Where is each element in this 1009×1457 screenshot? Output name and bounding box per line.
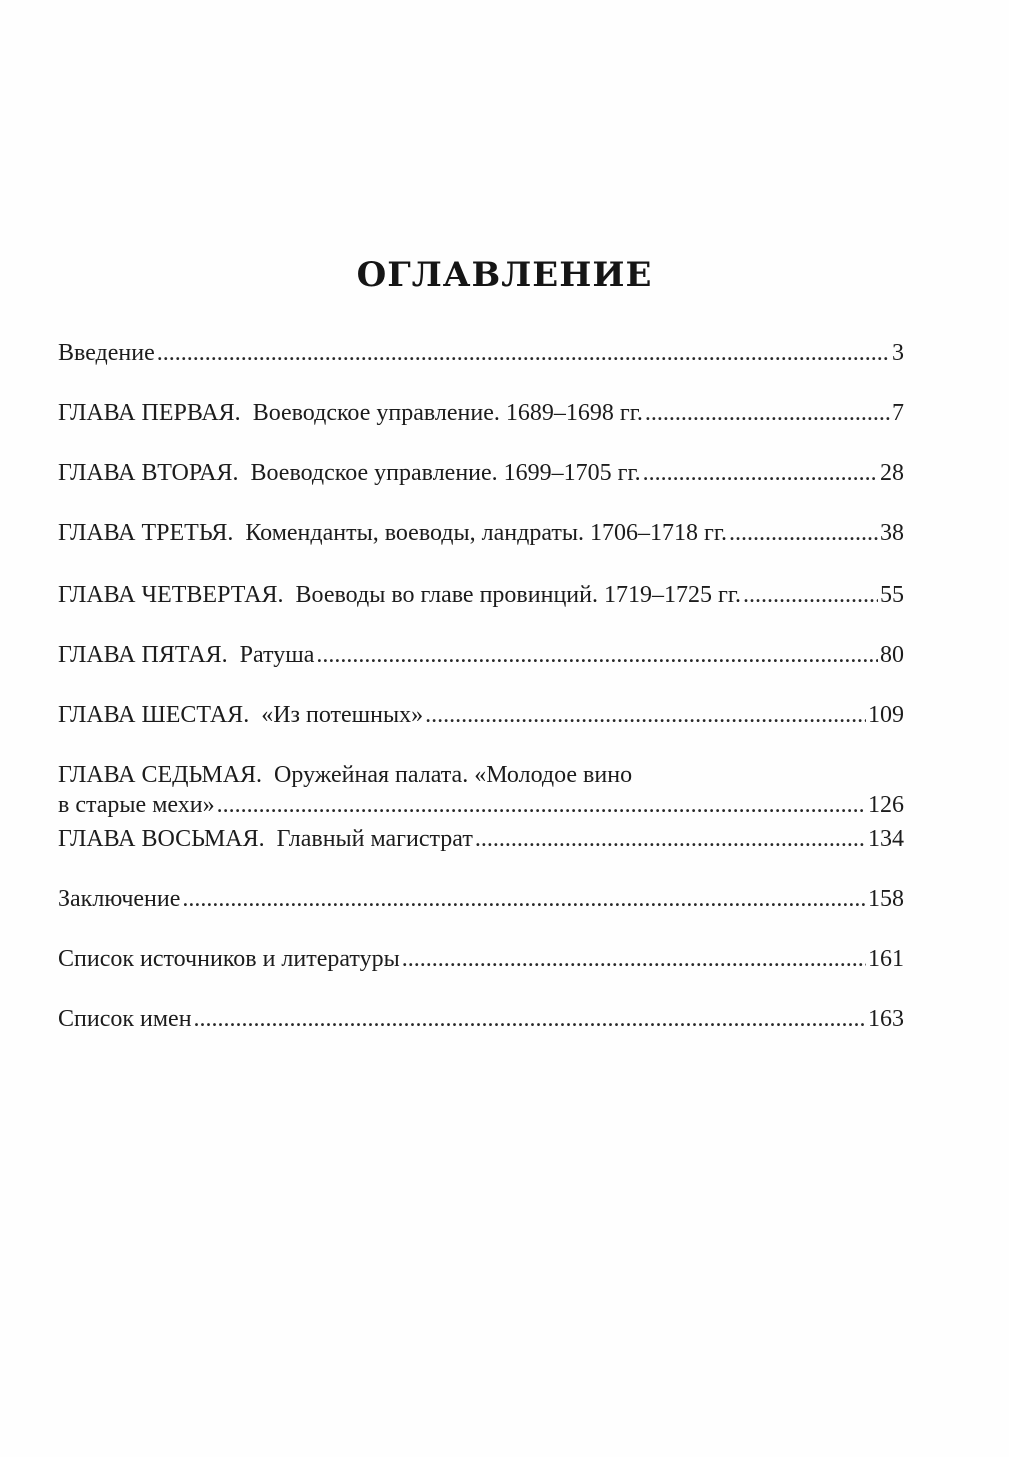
entry-title: Воеводы во главе провинций. 1719–1725 гг.	[295, 582, 741, 608]
toc-entry	[58, 458, 904, 488]
page-number: 161	[868, 946, 904, 972]
leader-dots	[182, 884, 866, 914]
leader-dots	[316, 640, 878, 670]
leader-dots	[643, 458, 878, 488]
page-number: 109	[868, 702, 904, 728]
entry-title: Главный магистрат	[276, 826, 473, 852]
page-number: 38	[880, 520, 904, 546]
toc-entry	[58, 580, 904, 610]
entry-title: Воеводское управление. 1699–1705 гг.	[250, 460, 641, 486]
toc-entry	[58, 760, 904, 820]
chapter-label: ГЛАВА ВОСЬМАЯ.	[58, 826, 265, 852]
toc-entry	[58, 884, 904, 914]
page-number: 3	[892, 340, 904, 366]
toc-entry	[58, 944, 904, 974]
toc-entry	[58, 824, 904, 854]
toc-entry	[58, 1004, 904, 1034]
leader-dots	[729, 518, 878, 548]
page-title: ОГЛАВЛЕНИЕ	[356, 255, 653, 295]
toc-entry	[58, 700, 904, 730]
leader-dots	[402, 944, 866, 974]
chapter-label: ГЛАВА ПЕРВАЯ.	[58, 400, 241, 426]
chapter-label: ГЛАВА ШЕСТАЯ.	[58, 702, 250, 728]
table-of-contents	[58, 338, 904, 1032]
chapter-label: ГЛАВА ТРЕТЬЯ.	[58, 520, 234, 546]
entry-title: Список имен	[58, 1006, 192, 1032]
entry-title: Ратуша	[239, 642, 315, 668]
entry-title: Список источников и литературы	[58, 946, 400, 972]
page-number: 126	[868, 792, 904, 818]
chapter-label: ГЛАВА СЕДЬМАЯ.	[58, 762, 263, 788]
page-number: 158	[868, 886, 904, 912]
chapter-label: ГЛАВА ВТОРАЯ.	[58, 460, 239, 486]
entry-title: Введение	[58, 340, 155, 366]
leader-dots	[425, 700, 866, 730]
entry-title: «Из потешных»	[261, 702, 424, 728]
entry-title-continuation: в старые мехи»	[58, 792, 215, 818]
leader-dots	[743, 580, 878, 610]
page-number: 134	[868, 826, 904, 852]
entry-title: Коменданты, воеводы, ландраты. 1706–1718 гг.	[245, 520, 727, 546]
chapter-label: ГЛАВА ЧЕТВЕРТАЯ.	[58, 582, 284, 608]
page-number: 55	[880, 582, 904, 608]
page-number: 7	[892, 400, 904, 426]
leader-dots	[157, 338, 890, 368]
leader-dots	[217, 790, 866, 820]
page-number: 28	[880, 460, 904, 486]
toc-entry	[58, 518, 904, 548]
leader-dots	[194, 1004, 866, 1034]
toc-entry	[58, 338, 904, 368]
leader-dots	[645, 398, 890, 428]
page-number: 163	[868, 1006, 904, 1032]
entry-title: Оружейная палата. «Молодое вино	[274, 762, 633, 788]
toc-entry	[58, 640, 904, 670]
chapter-label: ГЛАВА ПЯТАЯ.	[58, 642, 228, 668]
leader-dots	[475, 824, 866, 854]
entry-title: Воеводское управление. 1689–1698 гг.	[252, 400, 643, 426]
toc-entry	[58, 398, 904, 428]
page-number: 80	[880, 642, 904, 668]
entry-title: Заключение	[58, 886, 181, 912]
